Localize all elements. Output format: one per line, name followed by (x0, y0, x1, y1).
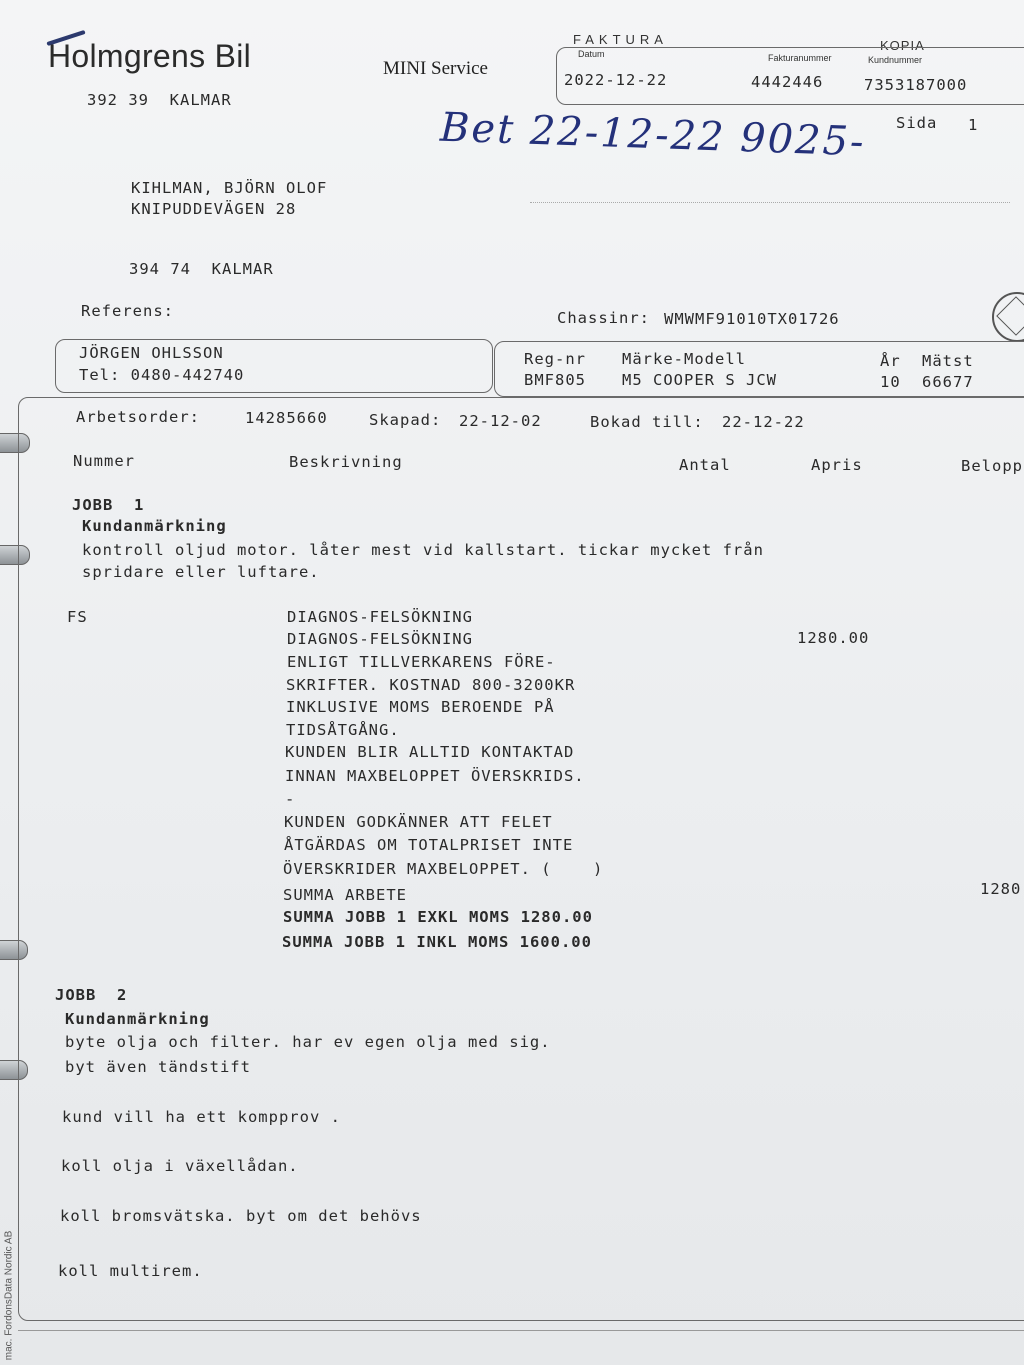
job1-desc-line-5: INKLUSIVE MOMS BEROENDE PÅ (286, 698, 555, 716)
dealer-seal-icon (992, 292, 1024, 342)
job1-desc-line-9: - (285, 790, 296, 808)
job1-apris: 1280.00 (797, 629, 870, 647)
job1-code: FS (67, 608, 88, 626)
skapad-label: Skapad: (369, 411, 442, 429)
reference-contact: JÖRGEN OHLSSON (79, 344, 224, 362)
reg-label: Reg-nr (524, 350, 586, 368)
year-label: År (880, 352, 901, 370)
arbetsorder-label: Arbetsorder: (76, 408, 200, 426)
job2-line-1: byte olja och filter. har ev egen olja med sig. (65, 1033, 551, 1051)
skapad-date: 22-12-02 (459, 412, 542, 430)
job1-title: JOBB 1 (72, 496, 145, 514)
reference-phone: Tel: 0480-442740 (79, 366, 245, 384)
company-address: 392 39 KALMAR (87, 91, 232, 109)
kundnummer-label: Kundnummer (868, 55, 923, 65)
job2-line-5: koll bromsvätska. byt om det behövs (60, 1207, 422, 1225)
column-apris: Apris (811, 456, 863, 474)
page-number: 1 (968, 116, 979, 134)
column-beskrivning: Beskrivning (289, 453, 403, 471)
job1-desc-line-8: INNAN MAXBELOPPET ÖVERSKRIDS. (285, 767, 585, 785)
job1-desc-line-6: TIDSÅTGÅNG. (286, 721, 400, 739)
model-label: Märke-Modell (622, 350, 746, 368)
vehicle-year: 10 (880, 373, 901, 391)
header-dotted-rule (530, 202, 1010, 203)
fakturanummer-label: Fakturanummer (768, 53, 832, 63)
column-antal: Antal (679, 456, 731, 474)
job2-line-2: byt även tändstift (65, 1058, 251, 1076)
customer-number: 7353187000 (864, 76, 968, 94)
job1-kund-label: Kundanmärkning (82, 517, 227, 535)
column-belopp: Belopp (961, 457, 1023, 475)
customer-name: KIHLMAN, BJÖRN OLOF (131, 179, 328, 197)
service-label: MINI Service (383, 58, 488, 79)
company-logo: Holmgrens Bil (48, 38, 252, 74)
page-label: Sida (896, 114, 938, 132)
kopia-label: KOPIA (880, 38, 925, 53)
job1-note-line-1: kontroll oljud motor. låter mest vid kallstart. tickar mycket från (82, 541, 764, 559)
reference-label: Referens: (81, 302, 174, 320)
vehicle-model: M5 COOPER S JCW (622, 371, 777, 389)
job1-desc-line-11: ÅTGÄRDAS OM TOTALPRISET INTE (284, 836, 574, 854)
invoice-number: 4442446 (751, 73, 824, 91)
job1-desc-line-2: DIAGNOS-FELSÖKNING (287, 630, 473, 648)
job1-sum-inkl: SUMMA JOBB 1 INKL MOMS 1600.00 (282, 933, 592, 951)
customer-city: 394 74 KALMAR (129, 260, 274, 278)
bottom-box-edge (18, 1330, 1024, 1331)
job2-kund-label: Kundanmärkning (65, 1010, 210, 1028)
invoice-date: 2022-12-22 (564, 71, 668, 89)
job1-desc-line-4: SKRIFTER. KOSTNAD 800-3200KR (286, 676, 576, 694)
job2-line-4: koll olja i växellådan. (61, 1157, 299, 1175)
bokad-label: Bokad till: (590, 413, 704, 431)
job1-desc-line-13: SUMMA ARBETE (283, 886, 407, 904)
job1-belopp: 1280 (980, 880, 1022, 898)
chassis-number: WMWMF91010TX01726 (664, 310, 840, 328)
job1-note-line-2: spridare eller luftare. (82, 563, 320, 581)
order-body-box (18, 397, 1024, 1321)
job1-desc-line-1: DIAGNOS-FELSÖKNING (287, 608, 473, 626)
reg-number: BMF805 (524, 371, 586, 389)
job1-desc-line-7: KUNDEN BLIR ALLTID KONTAKTAD (285, 743, 575, 761)
job2-line-6: koll multirem. (58, 1262, 203, 1280)
meter-reading: 66677 (922, 373, 974, 391)
customer-street: KNIPUDDEVÄGEN 28 (131, 200, 297, 218)
job2-title: JOBB 2 (55, 986, 128, 1004)
datum-label: Datum (578, 49, 605, 59)
chassis-label: Chassinr: (557, 309, 650, 327)
faktura-label: FAKTURA (573, 32, 668, 47)
job1-desc-line-3: ENLIGT TILLVERKARENS FÖRE- (287, 653, 556, 671)
job1-sum-exkl: SUMMA JOBB 1 EXKL MOMS 1280.00 (283, 908, 593, 926)
side-printer-mark: mac. FordonsData Nordic AB (3, 1230, 15, 1361)
bokad-date: 22-12-22 (722, 413, 805, 431)
job1-desc-line-10: KUNDEN GODKÄNNER ATT FELET (284, 813, 553, 831)
job1-desc-line-12: ÖVERSKRIDER MAXBELOPPET. ( ) (283, 860, 604, 878)
column-nummer: Nummer (73, 452, 135, 470)
job2-line-3: kund vill ha ett kompprov . (62, 1108, 341, 1126)
handwritten-payment-note: Bet 22-12-22 9025- (439, 104, 867, 166)
arbetsorder-number: 14285660 (245, 409, 328, 427)
meter-label: Mätst (922, 352, 974, 370)
